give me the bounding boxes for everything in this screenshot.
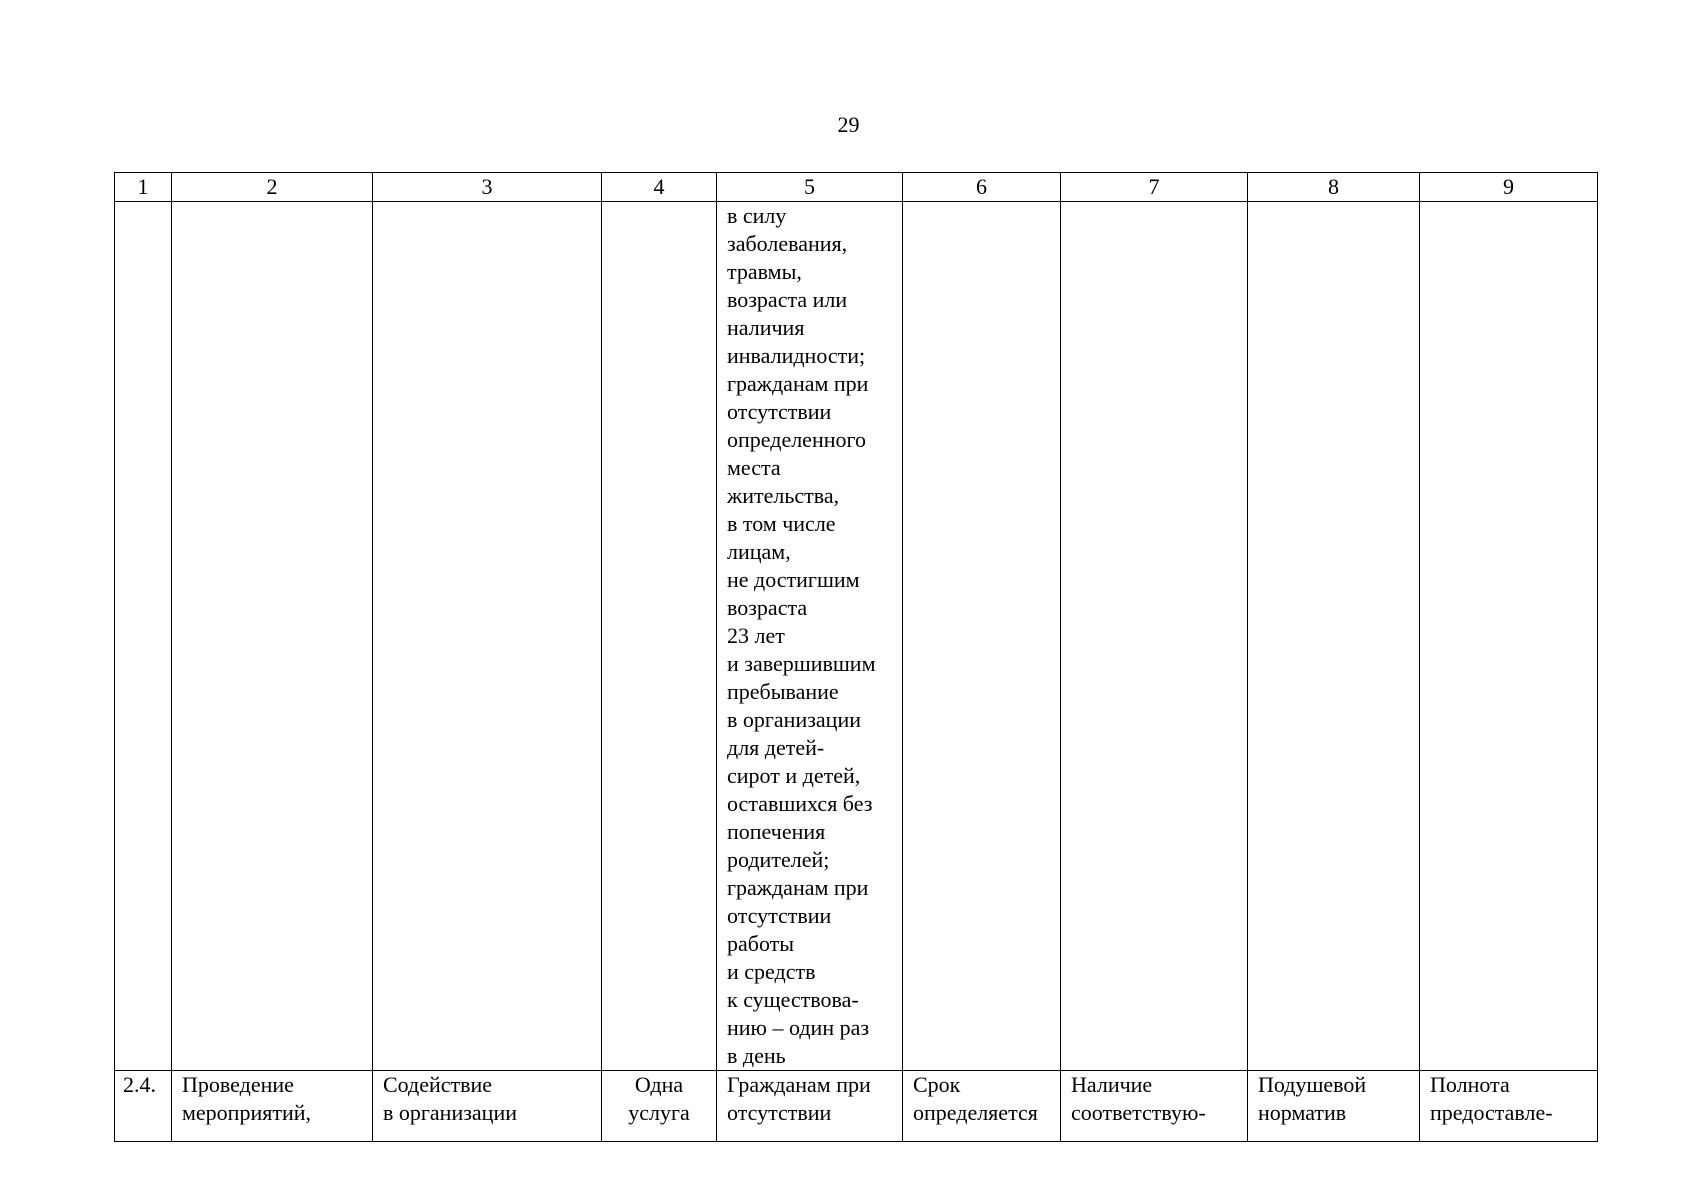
table-row-continuation xyxy=(115,202,1598,1071)
cell-text-line: Одна xyxy=(634,1072,684,1097)
cell-unit xyxy=(602,1071,717,1142)
cell-text-line: мероприятий, xyxy=(182,1100,312,1125)
cell-text-line: в день xyxy=(727,1043,786,1068)
cell-text-line: отсутствии xyxy=(727,399,832,424)
cell-text-line: отсутствии xyxy=(727,903,832,928)
column-header-2: 2 xyxy=(172,173,373,202)
column-header-5: 5 xyxy=(717,173,903,202)
cell-empty xyxy=(373,202,602,1071)
cell-text-line: попечения xyxy=(727,819,826,844)
cell-text-line: 23 лет xyxy=(727,623,785,648)
column-header-1: 1 xyxy=(115,173,172,202)
cell-empty xyxy=(602,202,717,1071)
column-header-8: 8 xyxy=(1248,173,1420,202)
cell-service-name xyxy=(172,1071,373,1142)
cell-text-line: услуга xyxy=(628,1100,690,1125)
column-header-9: 9 xyxy=(1420,173,1598,202)
cell-text-line: 2.4. xyxy=(123,1072,156,1097)
cell-text-line: гражданам при xyxy=(727,875,869,900)
cell-text-line: Полнота xyxy=(1430,1072,1510,1097)
cell-text-line: работы xyxy=(727,931,795,956)
cell-text-line: возраста xyxy=(727,595,808,620)
cell-norm xyxy=(1248,1071,1420,1142)
cell-text-line: Срок xyxy=(913,1072,961,1097)
cell-text-line: Гражданам при xyxy=(727,1072,871,1097)
cell-text-line: не достигшим xyxy=(727,567,860,592)
cell-text-line: лицам, xyxy=(727,539,791,564)
cell-text-line: пребывание xyxy=(727,679,839,704)
cell-text-line: предоставле- xyxy=(1430,1100,1553,1125)
cell-text-line: и средств xyxy=(727,959,816,984)
cell-text-line: родителей; xyxy=(727,847,830,872)
cell-text-line: в том числе xyxy=(727,511,836,536)
cell-text-line: и завершившим xyxy=(727,651,876,676)
cell-text-line: к существова- xyxy=(727,987,859,1012)
cell-text-line: Содействие xyxy=(383,1072,493,1097)
cell-text-line: гражданам при xyxy=(727,371,869,396)
column-header-4: 4 xyxy=(602,173,717,202)
cell-empty xyxy=(115,202,172,1071)
table-row-2-4 xyxy=(115,1071,1598,1142)
cell-text-line: в организации xyxy=(383,1100,517,1125)
cell-text-line: оставшихся без xyxy=(727,791,873,816)
cell-quality xyxy=(1420,1071,1598,1142)
cell-text-line: для детей- xyxy=(727,735,825,760)
cell-text-line: Проведение xyxy=(182,1072,294,1097)
column-number-header-row xyxy=(115,173,1598,202)
cell-text-line: определяется xyxy=(913,1100,1038,1125)
cell-text-line: в организации xyxy=(727,707,861,732)
cell-text-line: травмы, xyxy=(727,259,802,284)
cell-recipients xyxy=(717,1071,903,1142)
column-header-6: 6 xyxy=(903,173,1061,202)
column-header-3: 3 xyxy=(373,173,602,202)
cell-text-line: определенного xyxy=(727,427,866,452)
cell-term xyxy=(903,1071,1061,1142)
cell-text-line: в силу xyxy=(727,203,787,228)
cell-empty xyxy=(1248,202,1420,1071)
cell-text-line: нию – один раз xyxy=(727,1015,870,1040)
page-number: 29 xyxy=(837,112,860,137)
cell-text-line: сирот и детей, xyxy=(727,763,861,788)
cell-empty xyxy=(903,202,1061,1071)
services-table xyxy=(114,172,1598,1142)
cell-text-line: места xyxy=(727,455,781,480)
cell-item-number xyxy=(115,1071,172,1142)
cell-text-line: жительства, xyxy=(727,483,840,508)
cell-empty xyxy=(1061,202,1248,1071)
cell-text-line: соответствую- xyxy=(1071,1100,1206,1125)
cell-recipients-continued xyxy=(717,202,903,1071)
column-header-7: 7 xyxy=(1061,173,1248,202)
cell-empty xyxy=(1420,202,1598,1071)
cell-text-line: заболевания, xyxy=(727,231,848,256)
cell-text-line: наличия xyxy=(727,315,805,340)
cell-text-line: отсутствии xyxy=(727,1100,832,1125)
cell-text-line: норматив xyxy=(1258,1100,1347,1125)
cell-service-content xyxy=(373,1071,602,1142)
cell-text-line: Подушевой xyxy=(1258,1072,1367,1097)
cell-text-line: возраста или xyxy=(727,287,848,312)
cell-conditions xyxy=(1061,1071,1248,1142)
cell-empty xyxy=(172,202,373,1071)
cell-text-line: инвалидности; xyxy=(727,343,866,368)
cell-text-line: Наличие xyxy=(1071,1072,1153,1097)
